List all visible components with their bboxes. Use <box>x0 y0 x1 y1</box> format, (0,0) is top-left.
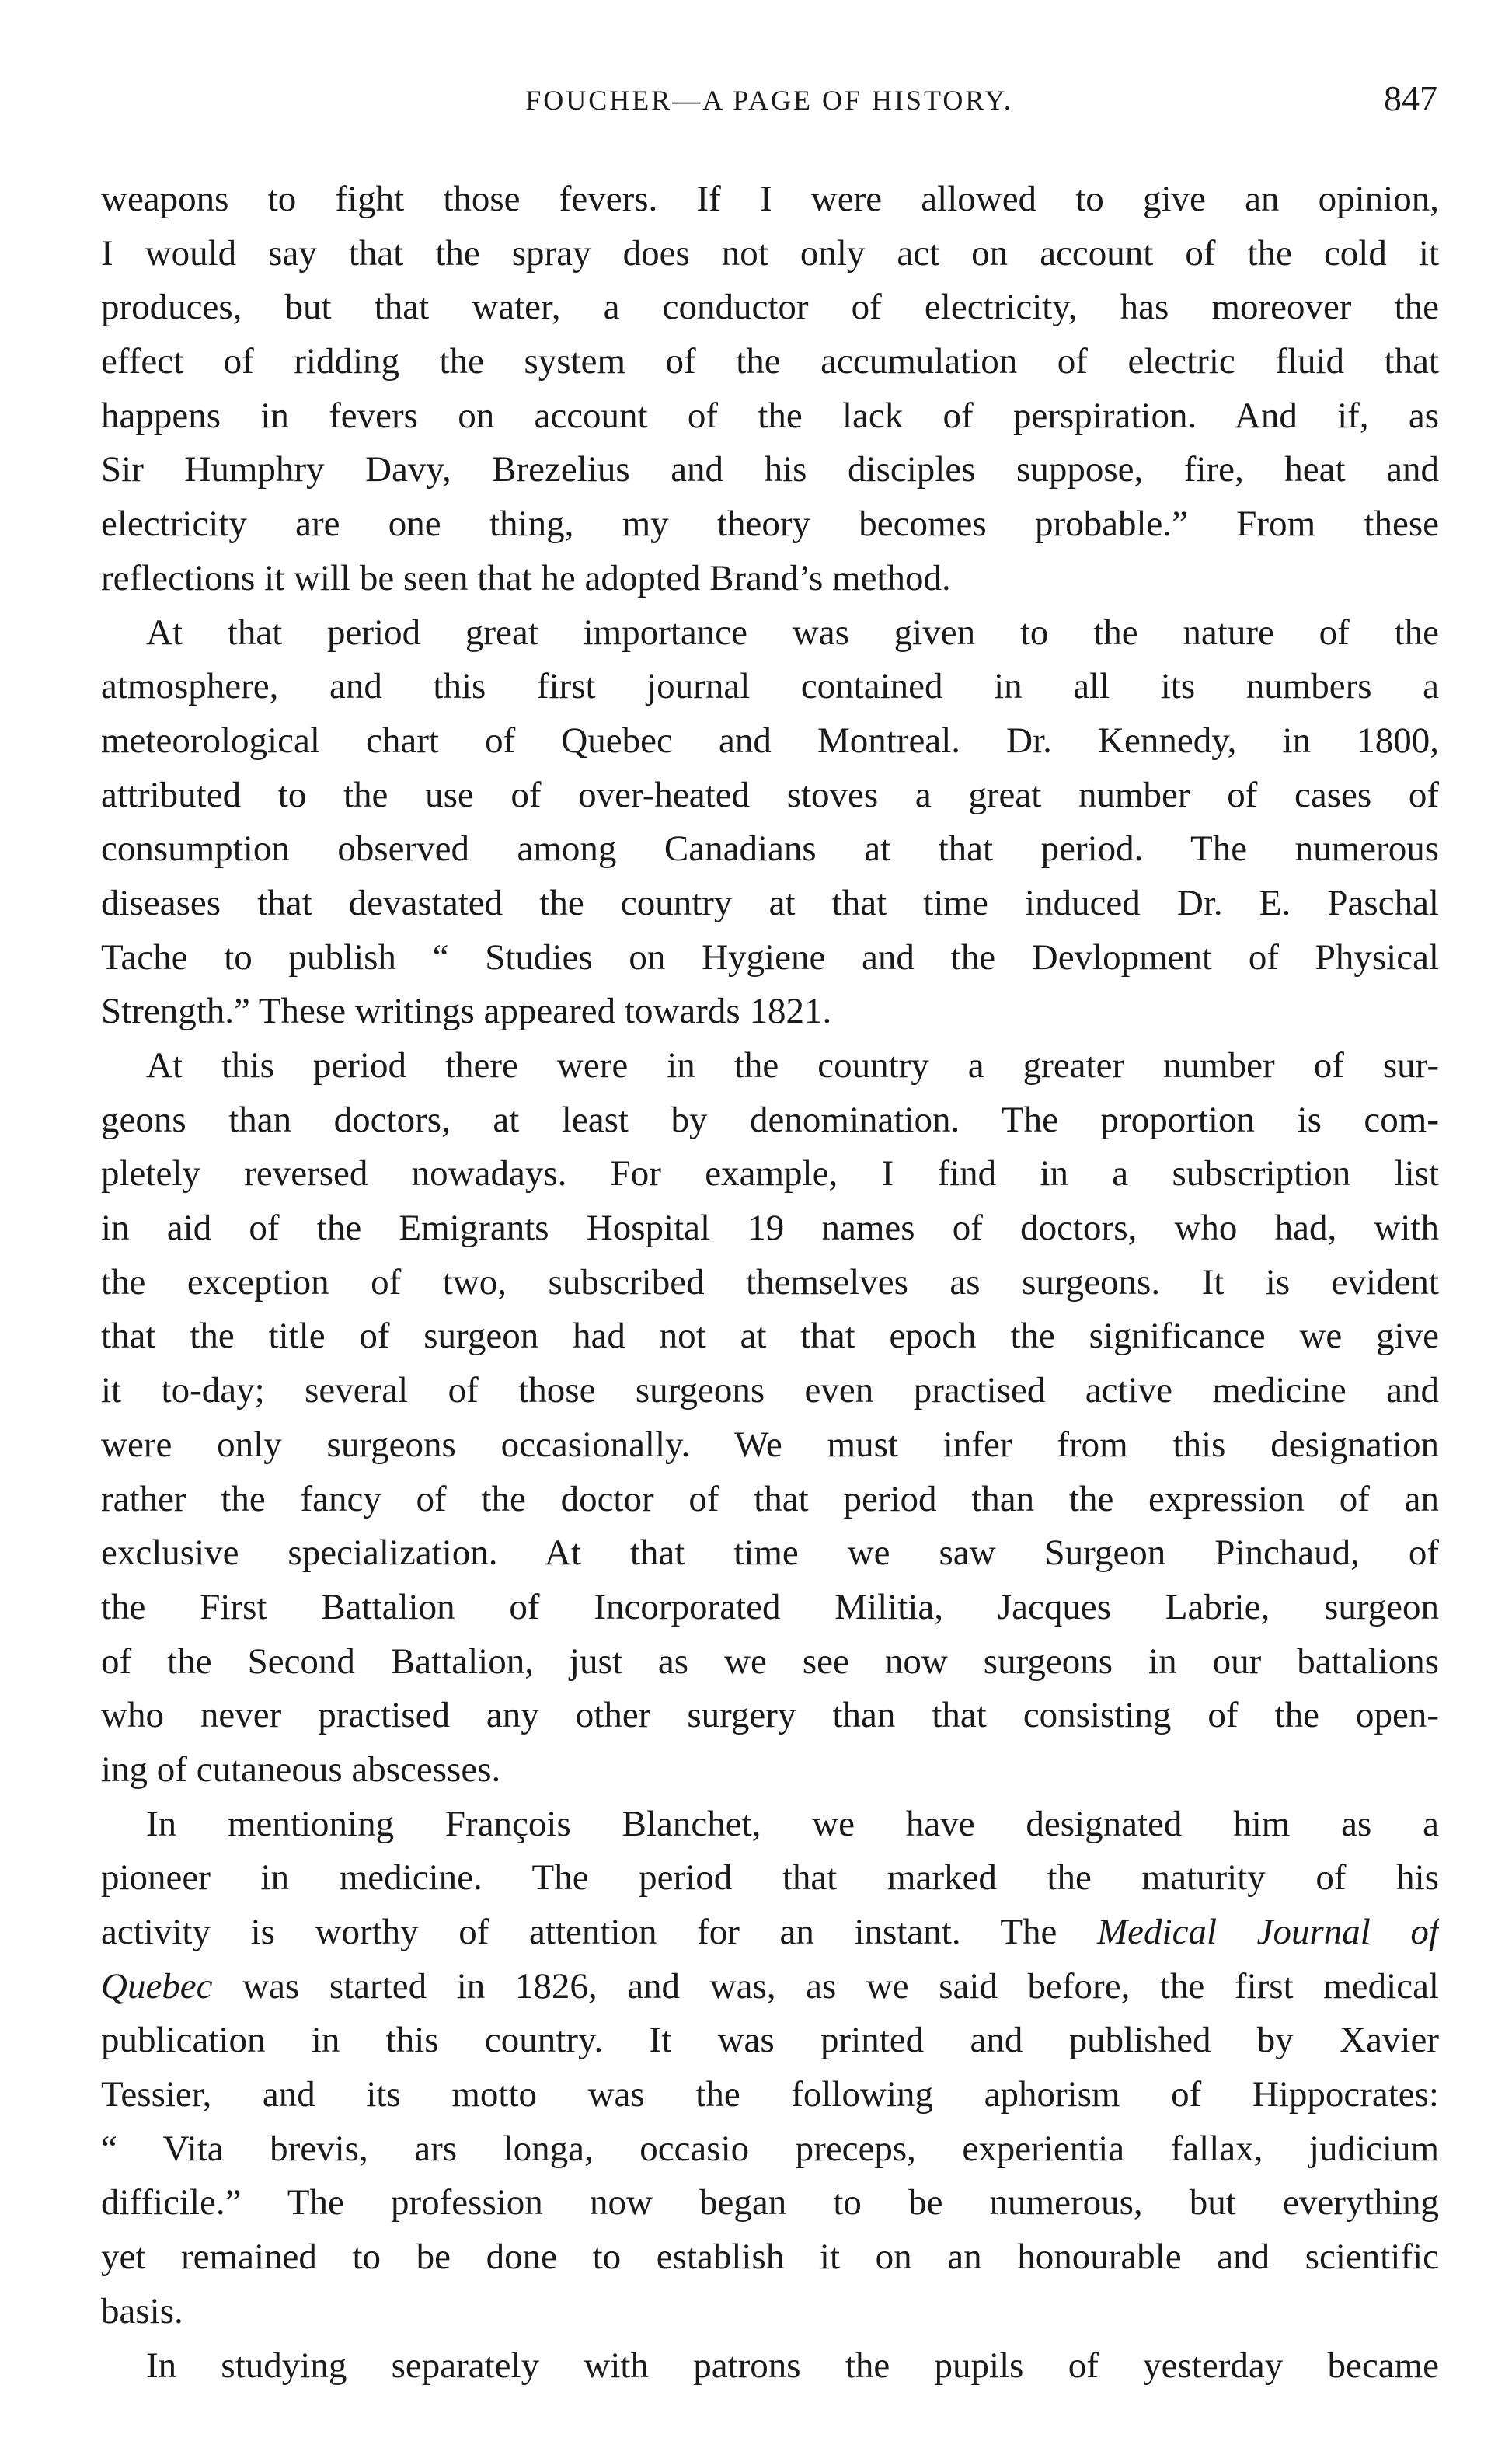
italic-journal-title: Medical Journal of <box>1097 1912 1439 1952</box>
text-line: activity is worthy of attention for an instant. The Medical Journal of <box>101 1912 1439 1952</box>
text-line: At that period great importance was given to the nature of the <box>146 612 1439 653</box>
italic-journal-title: Quebec <box>101 1965 213 2007</box>
text-line: diseases that devastated the country at that time induced Dr. E. Paschal <box>101 882 1439 923</box>
paragraph <box>101 1039 1439 1798</box>
text-line: I would say that the spray does not only act on account of the cold it <box>101 232 1439 274</box>
text-line: In studying separately with patrons the pupils of yesterday became <box>146 2345 1439 2386</box>
paragraph <box>101 173 1439 606</box>
paragraph <box>101 606 1439 1040</box>
text-line: Quebec was started in 1826, and was, as we said before, the first medical <box>101 1965 1439 2007</box>
text-line: basis. <box>101 2290 183 2331</box>
text-line: ing of cutaneous abscesses. <box>101 1749 501 1790</box>
text-line: publication in this country. It was printed and published by Xavier <box>101 2020 1439 2061</box>
text-line: In mentioning François Blanchet, we have designated him as a <box>146 1803 1439 1844</box>
paragraph <box>101 2339 1439 2394</box>
text-line: atmosphere, and this first journal contained in all its numbers a <box>101 666 1439 707</box>
text-line: “ Vita brevis, ars longa, occasio preceps, experientia fallax, judicium <box>101 2128 1439 2169</box>
text-line: it to-day; several of those surgeons even practised active medicine and <box>101 1370 1439 1411</box>
text-line: effect of ridding the system of the accumulation of electric fluid that <box>101 341 1439 382</box>
paragraph <box>101 1798 1439 2339</box>
page-number: 847 <box>1384 78 1437 118</box>
text-line: of the Second Battalion, just as we see now surgeons in our battalions <box>101 1641 1439 1682</box>
text-line: Tessier, and its motto was the following aphorism of Hippocrates: <box>101 2074 1439 2115</box>
page-header <box>101 78 1437 124</box>
text-line: yet remained to be done to establish it on an honourable and scientific <box>101 2237 1439 2278</box>
text-line: happens in fevers on account of the lack of perspiration. And if, as <box>101 395 1439 436</box>
running-title: FOUCHER—A PAGE OF HISTORY. <box>525 85 1013 116</box>
text-line: rather the fancy of the doctor of that period than the expression of an <box>101 1478 1439 1519</box>
text-line: produces, but that water, a conductor of electricity, has moreover the <box>101 287 1439 328</box>
text-line: difficile.” The profession now began to be numerous, but everything <box>101 2182 1439 2223</box>
text-line: the exception of two, subscribed themselves as surgeons. It is evident <box>101 1261 1439 1302</box>
text-line: attributed to the use of over-heated stoves a great number of cases of <box>101 774 1439 815</box>
text-line: meteorological chart of Quebec and Montreal. Dr. Kennedy, in 1800, <box>101 720 1439 761</box>
text-line: were only surgeons occasionally. We must infer from this designation <box>101 1424 1439 1465</box>
text-line: in aid of the Emigrants Hospital 19 names of doctors, who had, with <box>101 1208 1439 1249</box>
text-line: that the title of surgeon had not at that epoch the significance we give <box>101 1316 1439 1357</box>
text-line: weapons to fight those fevers. If I were allowed to give an opinion, <box>101 179 1439 219</box>
text-line: the First Battalion of Incorporated Militia, Jacques Labrie, surgeon <box>101 1586 1439 1627</box>
text-line: pletely reversed nowadays. For example, I find in a subscription list <box>101 1153 1439 1194</box>
text-line: geons than doctors, at least by denomination. The proportion is com- <box>101 1099 1439 1140</box>
text-line: Sir Humphry Davy, Brezelius and his disciples suppose, fire, heat and <box>101 449 1439 490</box>
text-line: pioneer in medicine. The period that marked the maturity of his <box>101 1857 1439 1899</box>
text-line: consumption observed among Canadians at that period. The numerous <box>101 828 1439 870</box>
text-line: reflections it will be seen that he adopted Brand’s method. <box>101 557 951 598</box>
text-line: who never practised any other surgery than that consisting of the open- <box>101 1695 1439 1736</box>
text-line: Tache to publish “ Studies on Hygiene and the Devlopment of Physical <box>101 936 1439 978</box>
text-line: At this period there were in the country a greater number of sur- <box>146 1045 1439 1086</box>
text-line: exclusive specialization. At that time we saw Surgeon Pinchaud, of <box>101 1533 1439 1574</box>
text-line: electricity are one thing, my theory becomes probable.” From these <box>101 504 1439 545</box>
body-text <box>101 173 1439 2393</box>
text-line: Strength.” These writings appeared towards 1821. <box>101 991 832 1032</box>
